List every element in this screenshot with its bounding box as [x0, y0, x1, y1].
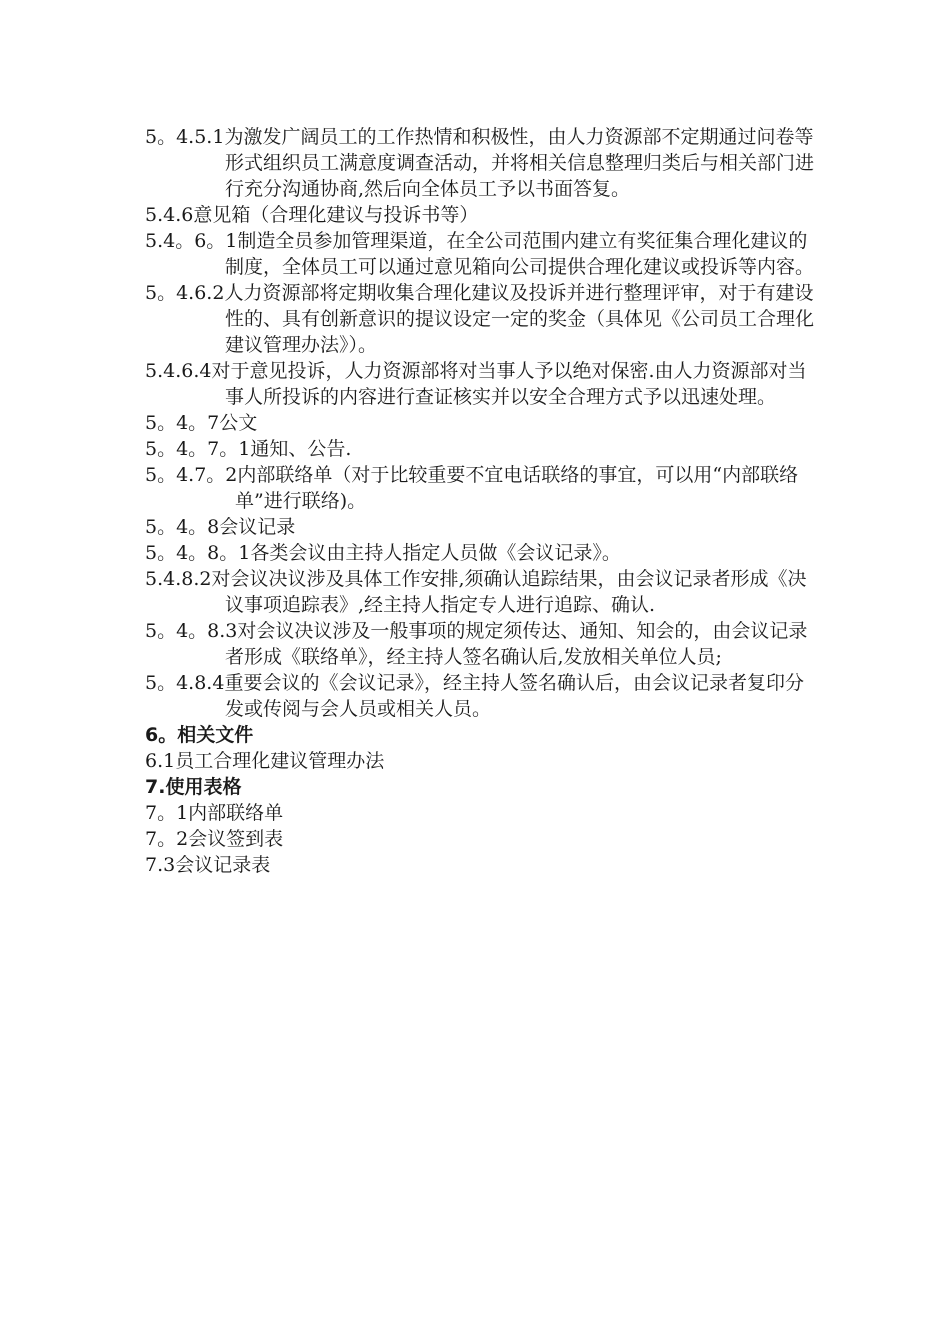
clause-number: 5.4.6: [145, 204, 194, 226]
paragraph-5-4-7-2: [145, 462, 815, 514]
paragraph-5-4-6-1: [145, 228, 815, 280]
clause-number: 5。4.5.1: [145, 126, 225, 148]
clause-text: 为激发广阔员工的工作热情和积极性，由人力资源部不定期通过问卷等形式组织员工满意度调查活动，并将相关信息整理归类后与相关部门进行充分沟通协商,然后向全体员工予以书面答复。: [224, 126, 815, 200]
clause-text: 对会议决议涉及一般事项的规定须传达、通知、知会的，由会议记录者形成《联络单》，经主持人签名确认后,发放相关单位人员;: [225, 620, 808, 668]
clause-number: 5。4。7: [145, 412, 220, 434]
paragraph-5-4-7: [145, 410, 815, 436]
paragraph-5-4-5-1: [145, 124, 815, 202]
clause-text: 对会议决议涉及具体工作安排,须确认追踪结果，由会议记录者形成《决议事项追踪表》,经主持人指定专人进行追踪、确认.: [211, 568, 807, 616]
section-6-item: 6.1员工合理化建议管理办法: [145, 750, 385, 772]
section-7-heading: 7.使用表格: [145, 776, 242, 798]
section-6-heading: 6。相关文件: [145, 724, 254, 746]
clause-number: 5。4.8.4: [145, 672, 225, 694]
section-7-item: 7.3会议记录表: [145, 854, 271, 876]
clause-number: 5.4.8.2: [145, 568, 212, 590]
clause-number: 5.4。6。1: [145, 230, 238, 252]
clause-text: 重要会议的《会议记录》，经主持人签名确认后，由会议记录者复印分发或传阅与会人员或相关人员。: [224, 672, 804, 720]
paragraph-5-4-6: [145, 202, 815, 228]
clause-text: 内部联络单（对于比较重要不宜电话联络的事宜，可以用“内部联络单”进行联络)。: [235, 464, 799, 512]
clause-text: 各类会议由主持人指定人员做《会议记录》。: [250, 542, 621, 564]
clause-number: 5。4。8: [145, 516, 220, 538]
paragraph-5-4-8-1: [145, 540, 815, 566]
paragraph-5-4-8: [145, 514, 815, 540]
clause-number: 5.4.6.4: [145, 360, 212, 382]
clause-text: 通知、公告.: [250, 438, 352, 460]
paragraph-5-4-6-4: [145, 358, 815, 410]
paragraph-5-4-7-1: [145, 436, 815, 462]
clause-text: 制造全员参加管理渠道，在全公司范围内建立有奖征集合理化建议的制度，全体员工可以通过意见箱向公司提供合理化建议或投诉等内容。: [225, 230, 815, 278]
clause-number: 5。4。8.3: [145, 620, 238, 642]
paragraph-5-4-8-2: [145, 566, 815, 618]
document-body: [145, 124, 815, 878]
clause-text: 对于意见投诉，人力资源部将对当事人予以绝对保密.由人力资源部对当事人所投诉的内容进行查证核实并以安全合理方式予以迅速处理。: [211, 360, 807, 408]
section-7-item: 7。2会议签到表: [145, 828, 284, 850]
clause-text: 意见箱（合理化建议与投诉书等）: [193, 204, 479, 226]
clause-text: 会议记录: [219, 516, 296, 538]
clause-text: 人力资源部将定期收集合理化建议及投诉并进行整理评审，对于有建设性的、具有创新意识的提议设定一定的奖金（具体见《公司员工合理化建议管理办法》）。: [224, 282, 815, 356]
section-7-item: 7。1内部联络单: [145, 802, 284, 824]
clause-number: 5。4。7。1: [145, 438, 251, 460]
clause-number: 5。4。8。1: [145, 542, 251, 564]
paragraph-5-4-6-2: [145, 280, 815, 358]
paragraph-5-4-8-3: [145, 618, 815, 670]
clause-text: 公文: [219, 412, 258, 434]
clause-number: 5。4.6.2: [145, 282, 225, 304]
clause-number: 5。4.7。2: [145, 464, 238, 486]
paragraph-5-4-8-4: [145, 670, 815, 722]
